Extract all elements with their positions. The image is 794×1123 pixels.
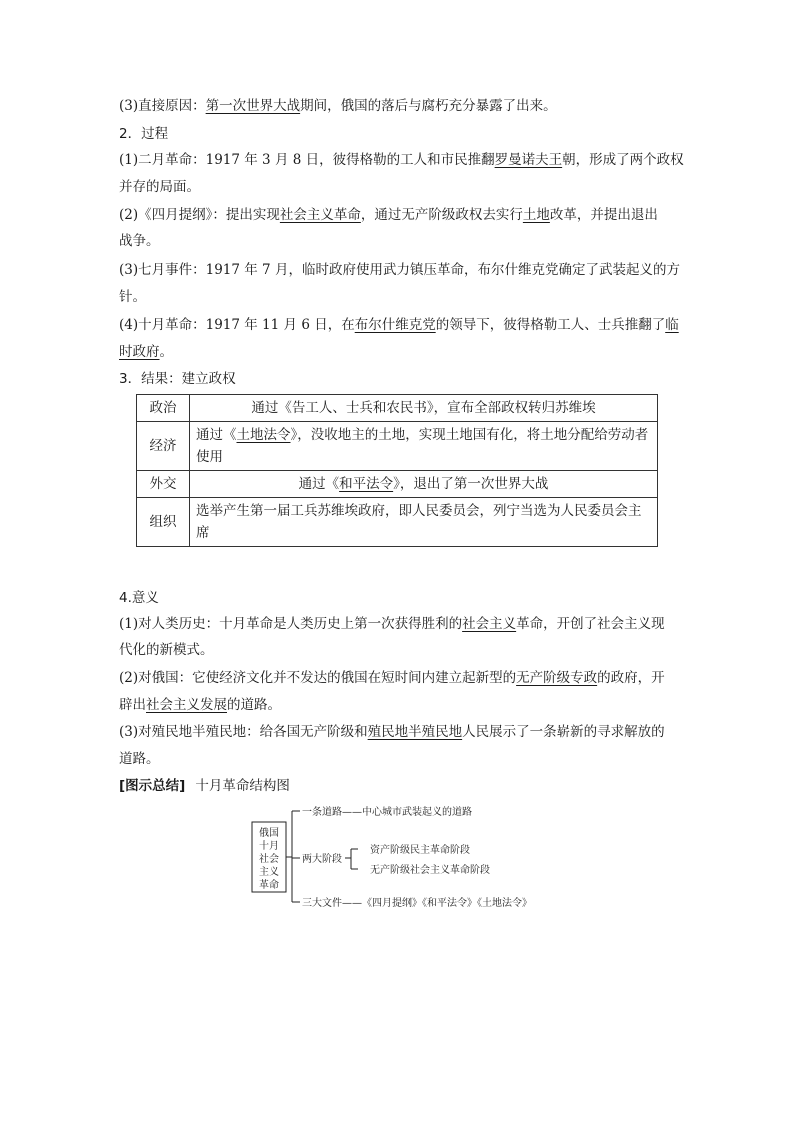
root-text-2: 社会 bbox=[259, 854, 279, 865]
text: 。 bbox=[159, 344, 173, 360]
text: 通过《 bbox=[196, 427, 237, 443]
text: 革命，开创了社会主义现 bbox=[516, 616, 665, 632]
row-key: 政治 bbox=[137, 395, 190, 422]
table-row bbox=[137, 422, 658, 471]
underlined-text: 殖民地半殖民地 bbox=[367, 724, 463, 740]
text: ，通过无产阶级政权去实行 bbox=[360, 207, 523, 223]
row-key: 外交 bbox=[137, 471, 190, 498]
text: 朝，形成了两个政权 bbox=[562, 152, 684, 168]
text: (1)对人类历史：十月革命是人类历史上第一次获得胜利的 bbox=[119, 616, 463, 632]
root-text-0: 俄国 bbox=[259, 828, 279, 839]
text: (4)十月革命：1917 年 11 月 6 日，在 bbox=[119, 317, 355, 333]
text: 》，退出了第一次世界大战 bbox=[393, 476, 549, 492]
cause-prefix: (3)直接原因： bbox=[119, 98, 206, 114]
underlined-text: 社会主义革命 bbox=[279, 207, 361, 223]
root-text-1: 十月 bbox=[259, 841, 279, 852]
process-item2-line1 bbox=[119, 205, 658, 225]
row-value bbox=[190, 395, 658, 422]
row-value bbox=[190, 422, 658, 471]
text: 人民展示了一条崭新的寻求解放的 bbox=[462, 724, 665, 740]
structure-diagram bbox=[248, 800, 548, 910]
branch-road: 一条道路——中心城市武装起义的道路 bbox=[302, 807, 472, 818]
cause-underline: 第一次世界大战 bbox=[205, 98, 301, 114]
process-item1-line1 bbox=[119, 150, 684, 170]
row-key: 组织 bbox=[137, 498, 190, 547]
root-text-4: 革命 bbox=[259, 880, 279, 891]
cause-direct bbox=[119, 96, 557, 116]
process-item3-line2: 针。 bbox=[119, 289, 146, 305]
text: (2)《四月提纲》：提出实现 bbox=[119, 207, 280, 223]
sig-item2-line2 bbox=[119, 695, 281, 715]
process-item3-line1: (3)七月事件：1917 年 7 月，临时政府使用武力镇压革命，布尔什维克党确定了武装起义的方 bbox=[119, 262, 680, 278]
text: (3)对殖民地半殖民地：给各国无产阶级和 bbox=[119, 724, 368, 740]
section-significance-title: 4.意义 bbox=[119, 590, 159, 606]
result-table bbox=[136, 394, 658, 547]
row-value bbox=[190, 471, 658, 498]
table-row bbox=[137, 395, 658, 422]
row-key: 经济 bbox=[137, 422, 190, 471]
text: 通过《告工人、士兵和农民书》，宣布全部政权转归苏维埃 bbox=[251, 400, 596, 416]
summary-heading bbox=[119, 776, 290, 796]
branch-documents: 三大文件——《四月提纲》《和平法令》《土地法令》 bbox=[302, 898, 532, 909]
text: 选举产生第一届工兵苏维埃政府，即人民委员会，列宁当选为人民委员会主席 bbox=[196, 503, 642, 541]
text: (1)二月革命：1917 年 3 月 8 日，彼得格勒的工人和市民推翻 bbox=[119, 152, 495, 168]
text: 》，没收地主的土地，实现土地国有化，将土地分配给劳动者使用 bbox=[196, 427, 649, 465]
stage-item-0: 资产阶级民主革命阶段 bbox=[370, 845, 470, 856]
text: 通过《 bbox=[298, 476, 340, 492]
root-text-3: 主义 bbox=[259, 867, 279, 878]
text: 辟出 bbox=[119, 697, 146, 713]
underlined-text: 社会主义发展 bbox=[146, 697, 227, 713]
sig-item1-line1 bbox=[119, 614, 665, 634]
sig-item1-line2: 代化的新模式。 bbox=[119, 642, 214, 658]
sig-item3-line2: 道路。 bbox=[119, 751, 160, 767]
text: 的政府，开 bbox=[597, 670, 665, 686]
process-item2-line2: 战争。 bbox=[119, 233, 160, 249]
underlined-text: 无产阶级专政 bbox=[516, 670, 598, 686]
text: 的道路。 bbox=[227, 697, 281, 713]
underlined-text: 土地 bbox=[522, 207, 550, 223]
underlined-text: 时政府 bbox=[119, 344, 160, 360]
table-row bbox=[137, 471, 658, 498]
section-result-title: 3．结果：建立政权 bbox=[119, 371, 236, 387]
stage-item-1: 无产阶级社会主义革命阶段 bbox=[370, 865, 490, 876]
sig-item2-line1 bbox=[119, 668, 665, 688]
table-row bbox=[137, 498, 658, 547]
process-item4-line2 bbox=[119, 342, 173, 362]
underlined-text: 和平法令 bbox=[339, 476, 394, 492]
text: 改革，并提出退出 bbox=[549, 207, 658, 223]
process-item4-line1 bbox=[119, 315, 679, 335]
summary-title: 十月革命结构图 bbox=[195, 778, 290, 794]
text: (2)对俄国：它使经济文化并不发达的俄国在短时间内建立起新型的 bbox=[119, 670, 517, 686]
underlined-text: 社会主义 bbox=[462, 616, 517, 632]
section-process-title: 2．过程 bbox=[119, 126, 169, 142]
row-value bbox=[190, 498, 658, 547]
process-item1-line2: 并存的局面。 bbox=[119, 179, 200, 195]
cause-suffix: 期间，俄国的落后与腐朽充分暴露了出来。 bbox=[300, 98, 557, 114]
underlined-text: 罗曼诺夫王 bbox=[494, 152, 563, 168]
underlined-text: 临 bbox=[665, 317, 679, 333]
text: 的领导下，彼得格勒工人、士兵推翻了 bbox=[435, 317, 666, 333]
underlined-text: 布尔什维克党 bbox=[354, 317, 436, 333]
sig-item3-line1 bbox=[119, 722, 665, 742]
summary-tag: [图示总结] bbox=[119, 778, 186, 794]
branch-stages-label: 两大阶段 bbox=[302, 854, 342, 865]
underlined-text: 土地法令 bbox=[236, 427, 291, 443]
